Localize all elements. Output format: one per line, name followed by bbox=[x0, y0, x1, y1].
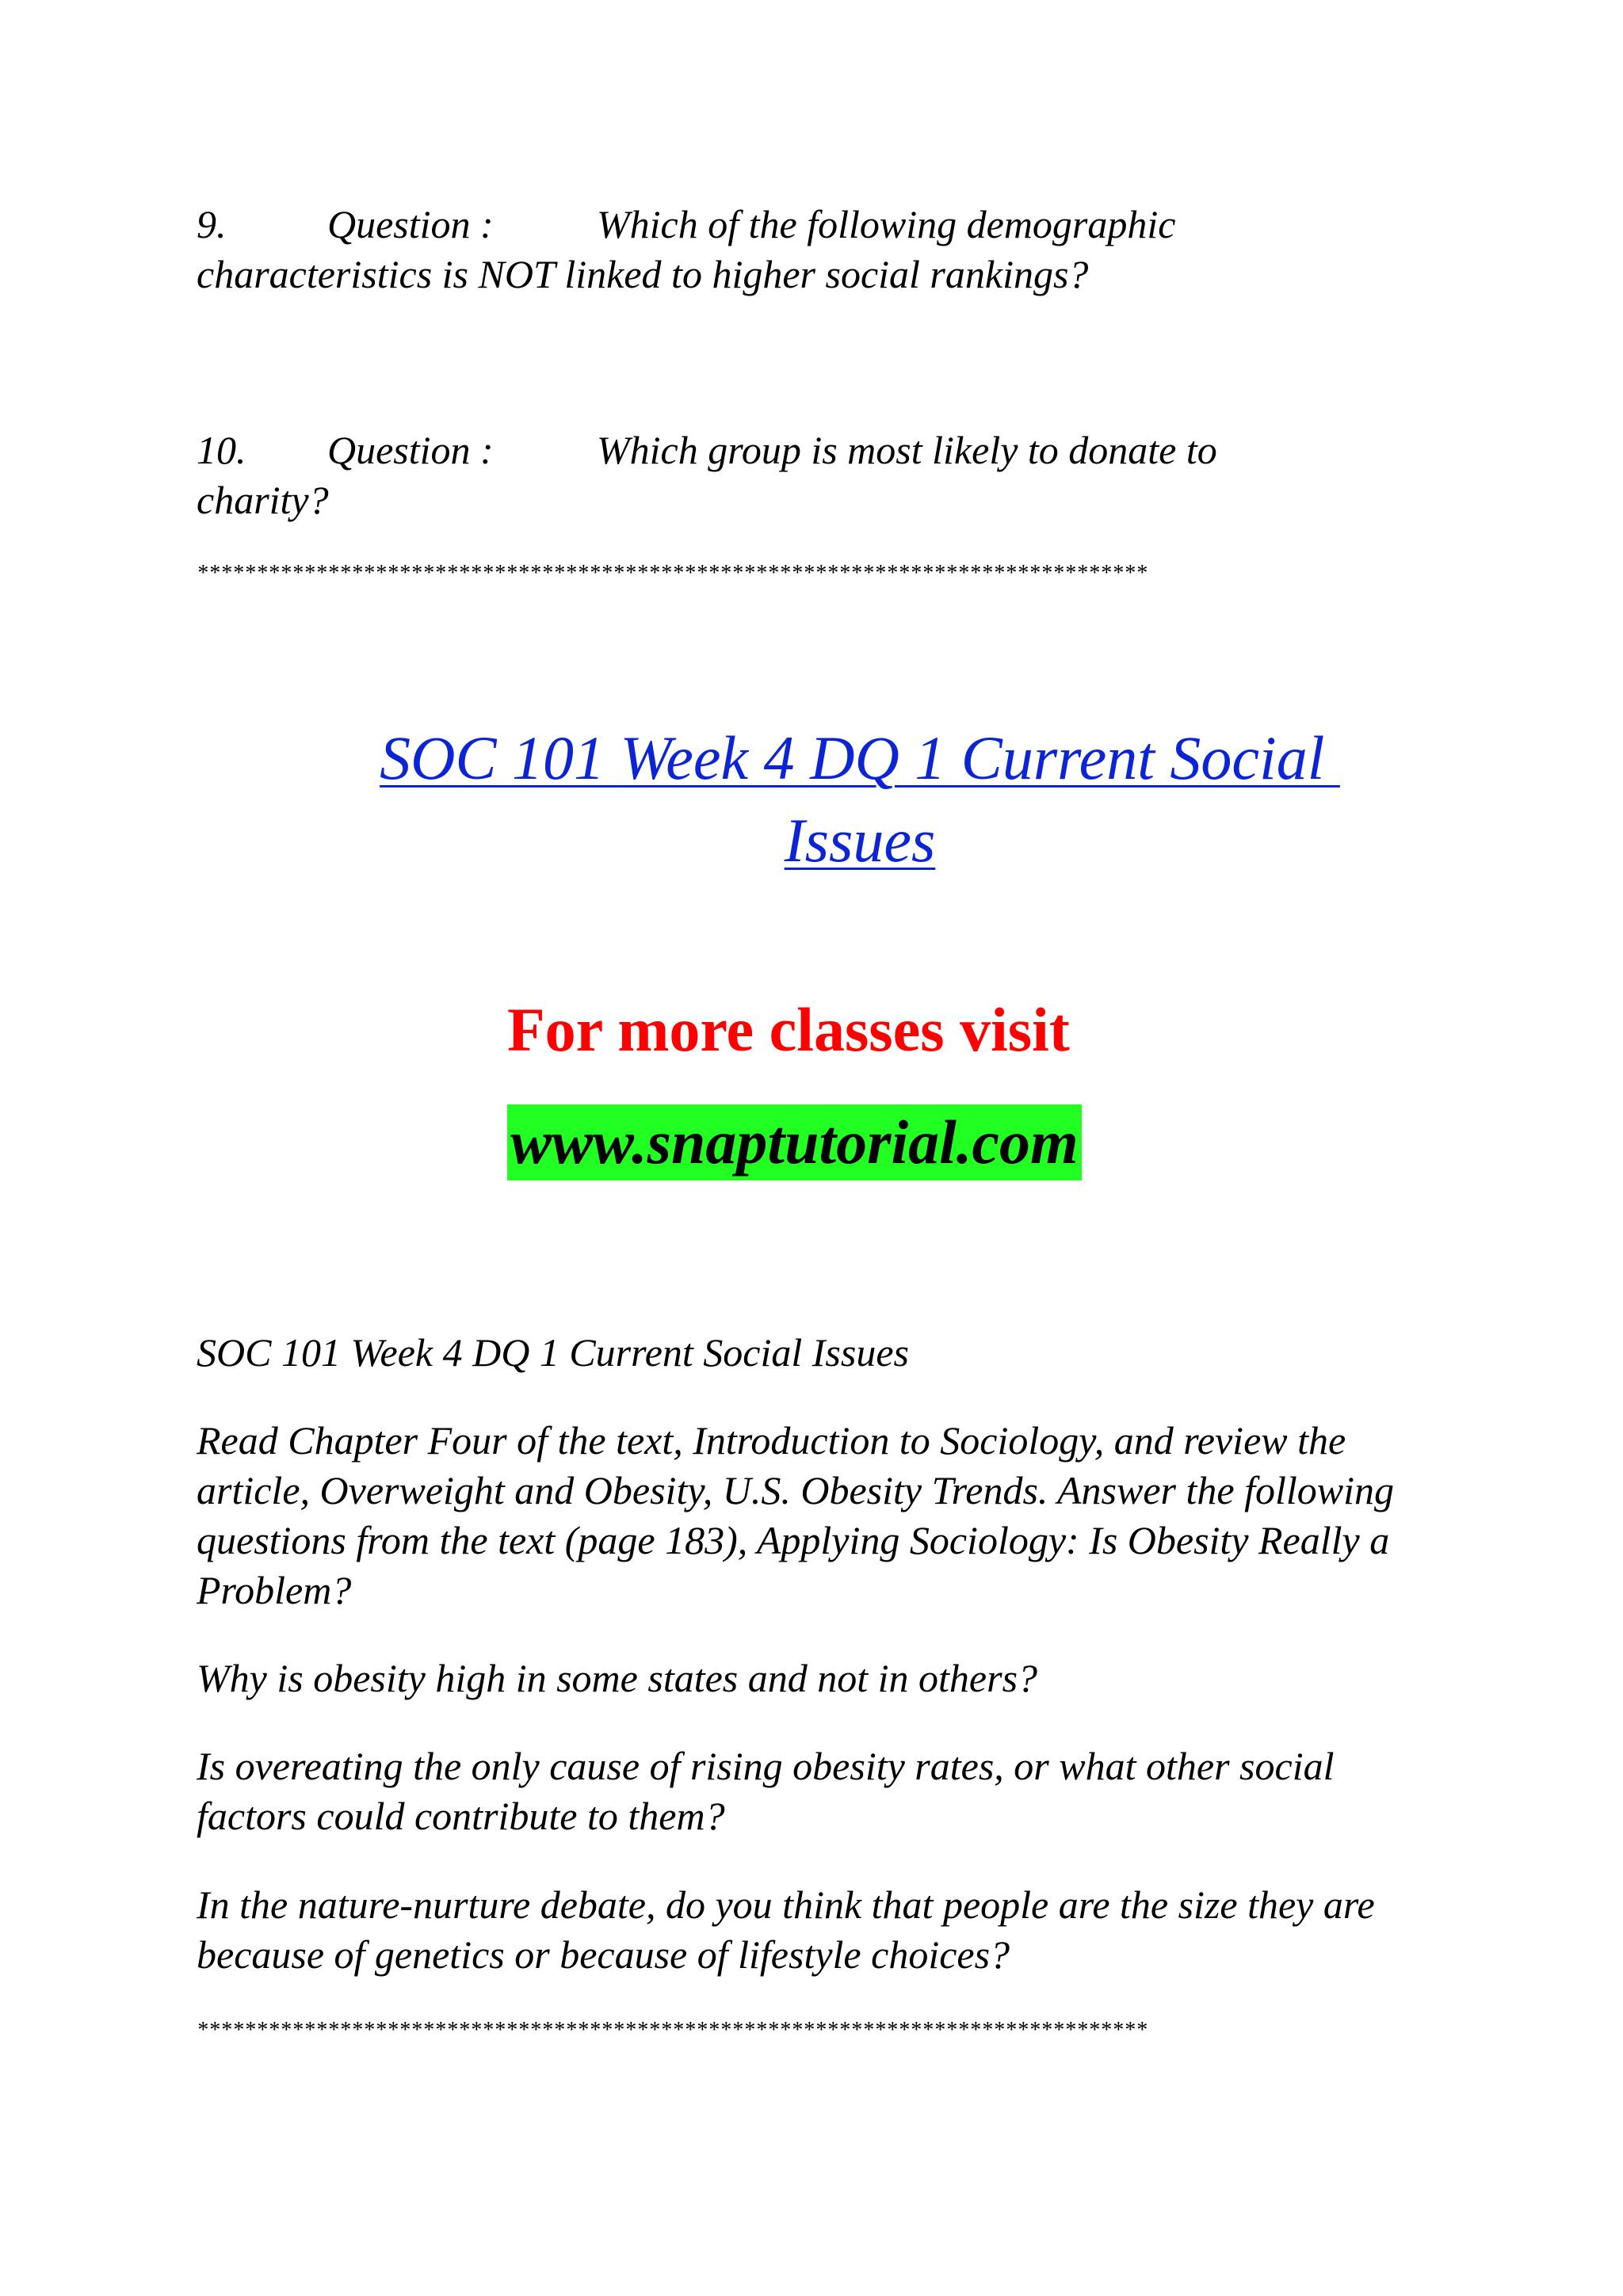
promo-site-link[interactable]: www.snaptutorial.com bbox=[507, 1104, 1082, 1180]
promo-heading: For more classes visit bbox=[507, 995, 1070, 1064]
course-title-link[interactable] bbox=[317, 717, 1403, 882]
discussion-question-3: In the nature-nurture debate, do you think that people are the size they are because of genetics or because of lifestyle choices? bbox=[197, 1882, 1375, 1977]
question-number: 10. bbox=[197, 428, 246, 472]
discussion-question-1: Why is obesity high in some states and not in others? bbox=[197, 1656, 1038, 1700]
question-text: Which group is most likely to donate to bbox=[597, 428, 1217, 472]
separator-bottom: ******************************************************************************** bbox=[197, 2018, 1148, 2042]
question-text: Which of the following demographic bbox=[597, 202, 1176, 246]
title-link-line-1[interactable]: SOC 101 Week 4 DQ 1 Current Social bbox=[380, 723, 1340, 792]
question-number: 9. bbox=[197, 202, 227, 246]
question-9 bbox=[197, 200, 1433, 299]
question-text-continued: characteristics is NOT linked to higher social rankings? bbox=[197, 252, 1089, 296]
instructions-paragraph: Read Chapter Four of the text, Introduction to Sociology, and review the article, Overweight and Obesity, U.S. Obesity Trends. Answer the following questions from the text (page 183), Applying Sociology: Is Obesity Really a Problem? bbox=[197, 1418, 1395, 1612]
discussion-question-2: Is overeating the only cause of rising obesity rates, or what other social factors could contribute to them? bbox=[197, 1744, 1335, 1838]
question-10 bbox=[197, 425, 1433, 525]
question-label: Question : bbox=[327, 202, 494, 246]
course-title: SOC 101 Week 4 DQ 1 Current Social Issues bbox=[197, 1330, 909, 1375]
separator: ******************************************************************************** bbox=[197, 561, 1148, 585]
question-label: Question : bbox=[327, 428, 494, 472]
question-text-continued: charity? bbox=[197, 478, 329, 522]
title-link-line-2[interactable]: Issues bbox=[784, 806, 936, 875]
